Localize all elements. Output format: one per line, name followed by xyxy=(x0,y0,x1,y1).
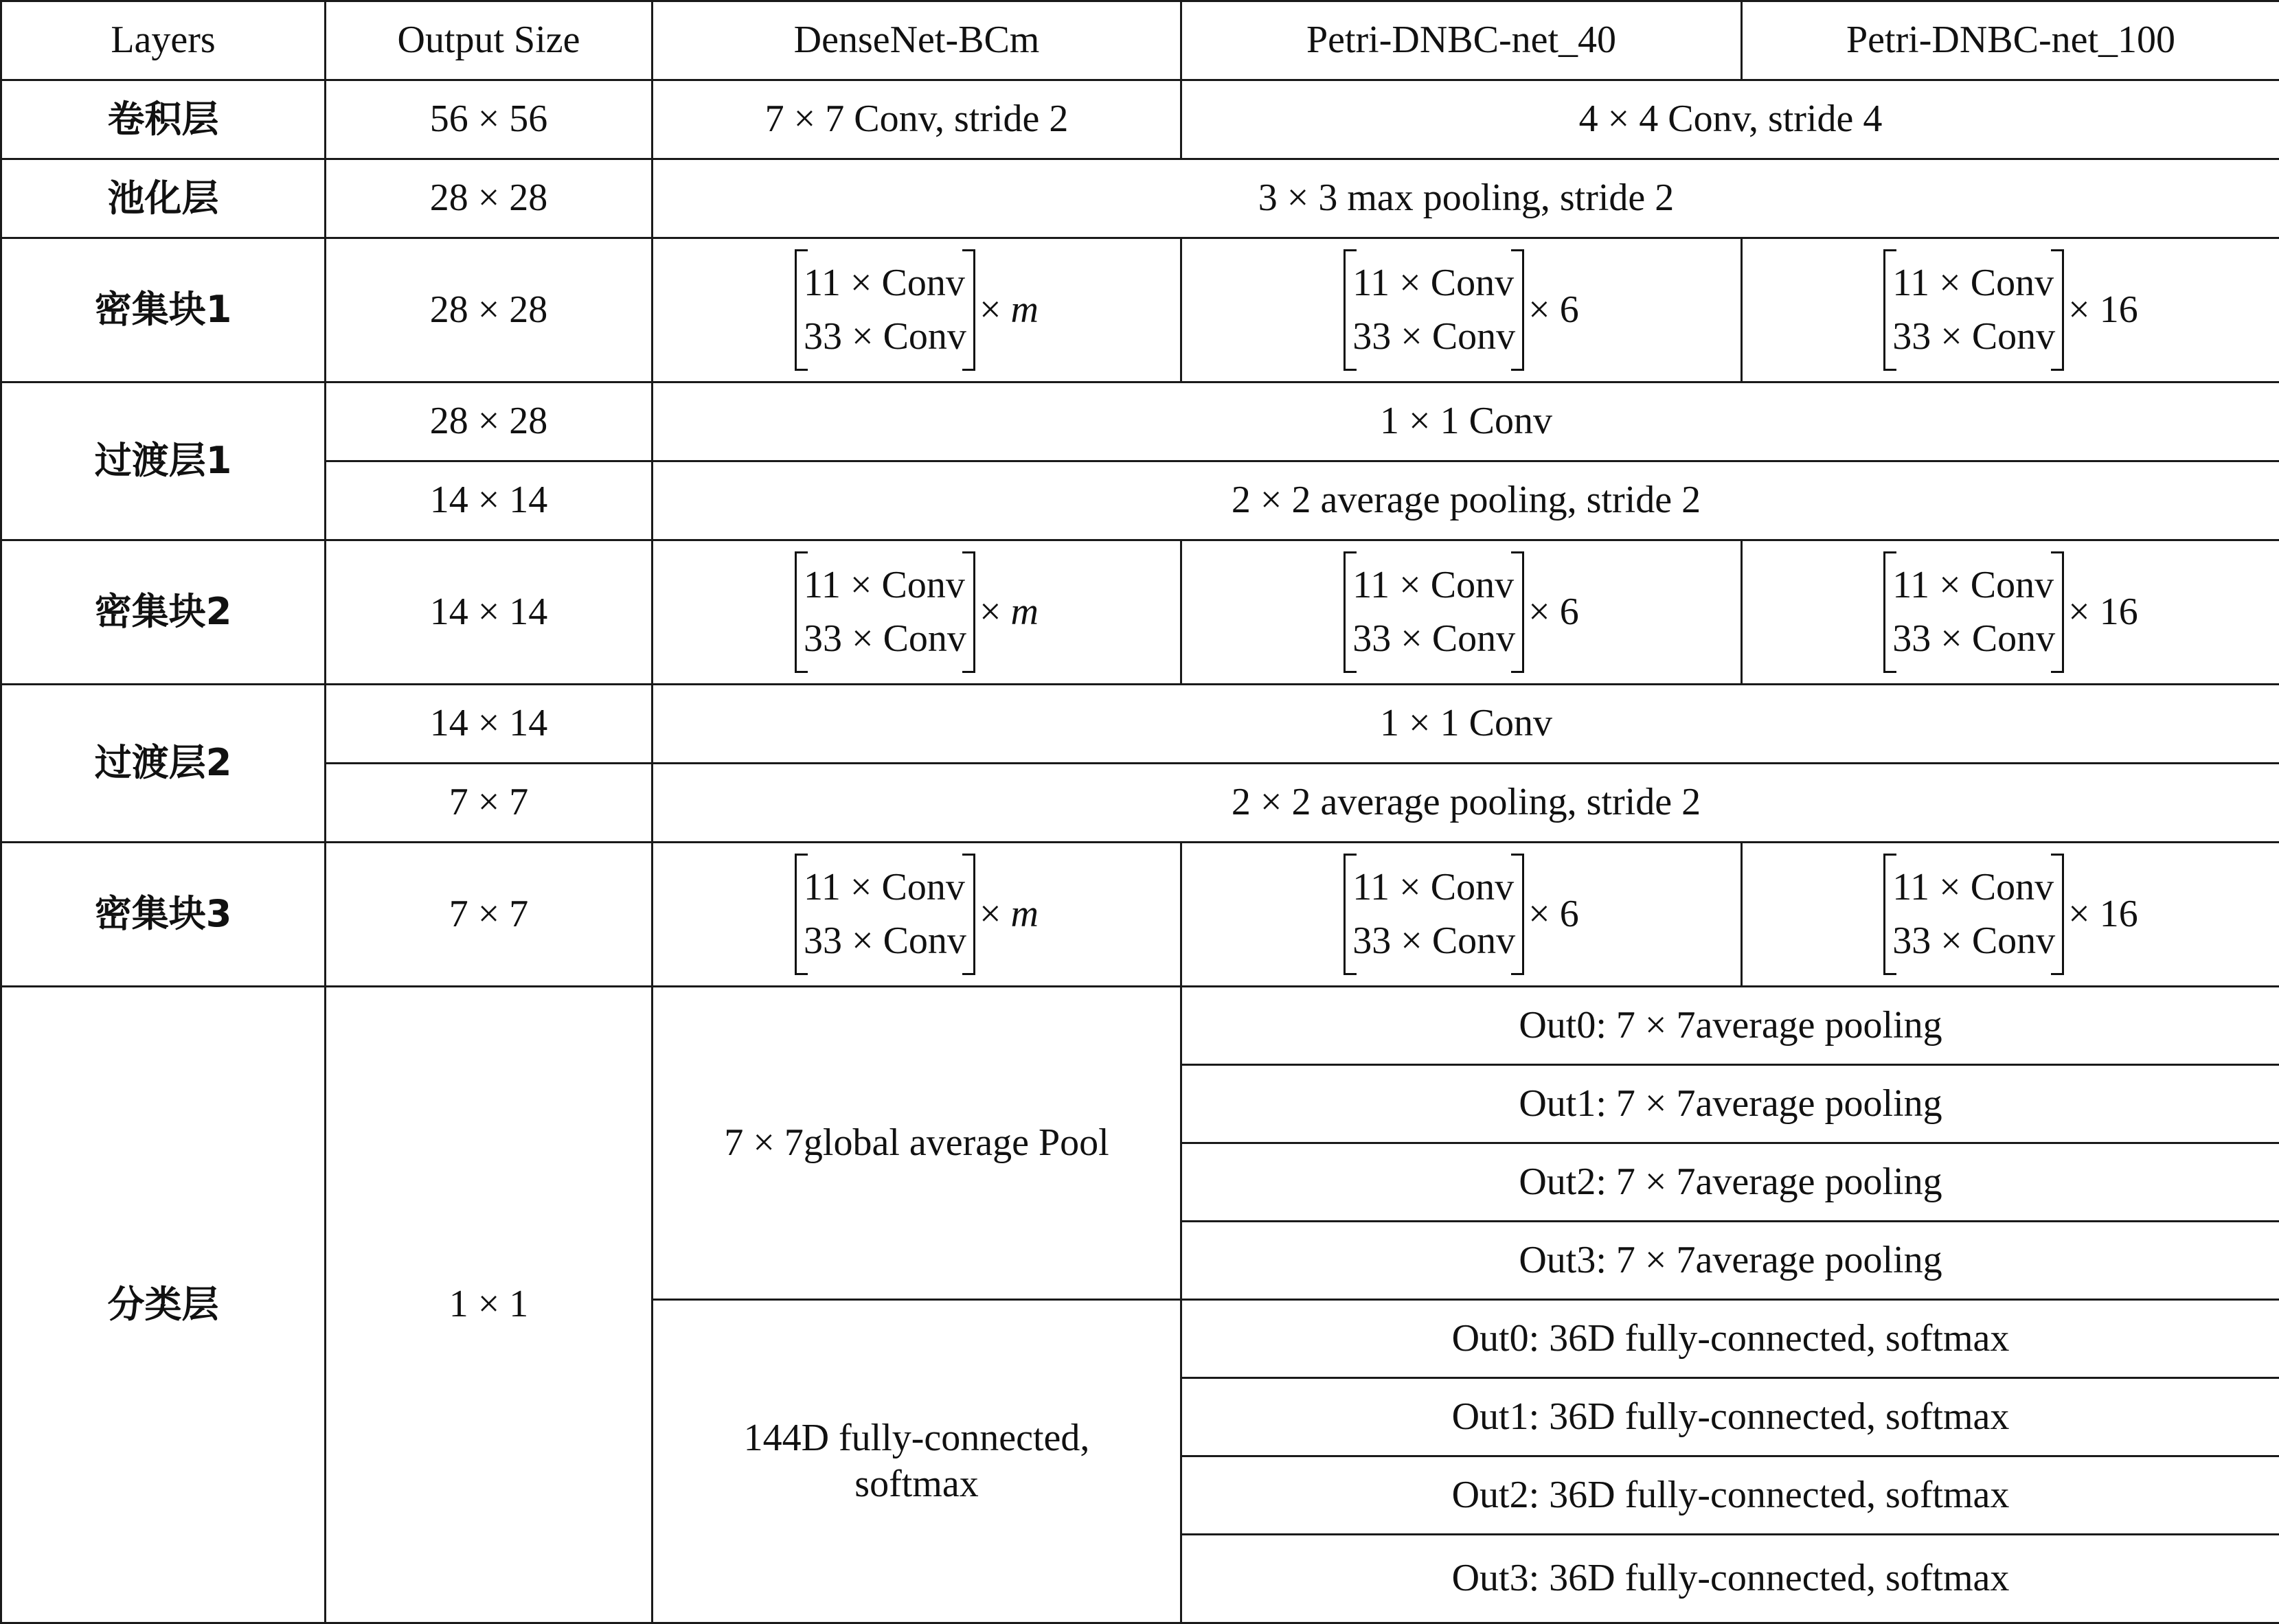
matrix-line-2: 33 × Conv xyxy=(1352,310,1515,363)
layer-name-conv: 卷积层 xyxy=(1,80,326,159)
transition-2-pool-cell: 2 × 2 average pooling, stride 2 xyxy=(653,764,2279,843)
densenet-dense-2-cell xyxy=(653,540,1181,685)
matrix-line-2: 33 × Conv xyxy=(804,915,966,968)
repeat-multiplier: × 16 xyxy=(2068,287,2138,333)
classify-row-1 xyxy=(1,987,2279,1065)
matrix-line-1: 11 × Conv xyxy=(1892,559,2055,612)
petri-100-dense-2-cell xyxy=(1742,540,2279,685)
matrix-bracket xyxy=(1883,551,2064,673)
layer-name-dense-2: 密集块2 xyxy=(1,540,326,685)
pool-cell: 3 × 3 max pooling, stride 2 xyxy=(653,159,2279,238)
repeat-multiplier: × 16 xyxy=(2068,589,2138,635)
matrix-line-1: 11 × Conv xyxy=(1352,559,1515,612)
output-size-transition-1b: 14 × 14 xyxy=(326,461,653,540)
bracket-matrix xyxy=(795,551,1039,673)
header-layers: Layers xyxy=(1,1,326,80)
bracket-matrix xyxy=(1343,249,1579,371)
out-pool-3: Out3: 7 × 7average pooling xyxy=(1181,1222,2279,1300)
transition-1-row-a xyxy=(1,382,2279,461)
matrix-line-1: 11 × Conv xyxy=(1352,861,1515,914)
matrix-bracket xyxy=(795,249,975,371)
matrix-bracket xyxy=(1343,249,1524,371)
pool-row xyxy=(1,159,2279,238)
matrix-line-2: 33 × Conv xyxy=(1892,613,2055,665)
transition-2-row-b xyxy=(1,764,2279,843)
output-size-classify: 1 × 1 xyxy=(326,987,653,1623)
matrix-line-2: 33 × Conv xyxy=(804,613,966,665)
bracket-matrix xyxy=(1883,551,2138,673)
matrix-bracket xyxy=(1883,854,2064,975)
petri-40-dense-3-cell xyxy=(1181,843,1742,987)
transition-1-conv-cell: 1 × 1 Conv xyxy=(653,382,2279,461)
matrix-line-2: 33 × Conv xyxy=(1892,915,2055,968)
repeat-multiplier: × m xyxy=(979,287,1039,333)
layer-name-dense-1: 密集块1 xyxy=(1,238,326,382)
layer-name-transition-1: 过渡层1 xyxy=(1,382,326,540)
repeat-multiplier: × m xyxy=(979,891,1039,937)
output-size-dense-3: 7 × 7 xyxy=(326,843,653,987)
matrix-line-2: 33 × Conv xyxy=(1352,613,1515,665)
petri-40-dense-1-cell xyxy=(1181,238,1742,382)
matrix-line-2: 33 × Conv xyxy=(804,310,966,363)
header-petri-40: Petri-DNBC-net_40 xyxy=(1181,1,1742,80)
bracket-matrix xyxy=(1883,249,2138,371)
bracket-matrix xyxy=(1343,854,1579,975)
matrix-bracket xyxy=(1883,249,2064,371)
transition-2-conv-cell: 1 × 1 Conv xyxy=(653,685,2279,764)
densenet-fc-line-1: 144D fully-connected, xyxy=(659,1415,1175,1461)
output-size-transition-2a: 14 × 14 xyxy=(326,685,653,764)
petri-100-dense-1-cell xyxy=(1742,238,2279,382)
out-pool-0: Out0: 7 × 7average pooling xyxy=(1181,987,2279,1065)
layer-name-pool: 池化层 xyxy=(1,159,326,238)
bracket-matrix xyxy=(795,854,1039,975)
dense-block-1-row xyxy=(1,238,2279,382)
output-size-transition-1a: 28 × 28 xyxy=(326,382,653,461)
densenet-dense-3-cell xyxy=(653,843,1181,987)
repeat-multiplier: × 6 xyxy=(1528,287,1579,333)
matrix-bracket xyxy=(1343,854,1524,975)
layer-name-classify: 分类层 xyxy=(1,987,326,1623)
output-size-transition-2b: 7 × 7 xyxy=(326,764,653,843)
densenet-conv-cell: 7 × 7 Conv, stride 2 xyxy=(653,80,1181,159)
out-pool-2: Out2: 7 × 7average pooling xyxy=(1181,1143,2279,1222)
output-size-conv: 56 × 56 xyxy=(326,80,653,159)
output-size-dense-1: 28 × 28 xyxy=(326,238,653,382)
matrix-bracket xyxy=(795,551,975,673)
petri-conv-cell: 4 × 4 Conv, stride 4 xyxy=(1181,80,2279,159)
petri-40-dense-2-cell xyxy=(1181,540,1742,685)
petri-100-dense-3-cell xyxy=(1742,843,2279,987)
out-fc-0: Out0: 36D fully-connected, softmax xyxy=(1181,1300,2279,1378)
bracket-matrix xyxy=(1883,854,2138,975)
out-fc-3: Out3: 36D fully-connected, softmax xyxy=(1181,1535,2279,1623)
matrix-line-2: 33 × Conv xyxy=(1352,915,1515,968)
header-densenet: DenseNet-BCm xyxy=(653,1,1181,80)
matrix-line-1: 11 × Conv xyxy=(1892,861,2055,914)
repeat-multiplier: × 16 xyxy=(2068,891,2138,937)
transition-1-pool-cell: 2 × 2 average pooling, stride 2 xyxy=(653,461,2279,540)
matrix-bracket xyxy=(1343,551,1524,673)
matrix-line-2: 33 × Conv xyxy=(1892,310,2055,363)
matrix-line-1: 11 × Conv xyxy=(804,257,966,310)
out-fc-1: Out1: 36D fully-connected, softmax xyxy=(1181,1378,2279,1456)
layer-name-transition-2: 过渡层2 xyxy=(1,685,326,843)
header-output-size: Output Size xyxy=(326,1,653,80)
repeat-multiplier: × 6 xyxy=(1528,589,1579,635)
header-row xyxy=(1,1,2279,80)
densenet-fc-line-2: softmax xyxy=(659,1461,1175,1507)
densenet-global-pool-cell: 7 × 7global average Pool xyxy=(653,987,1181,1300)
densenet-fc-cell xyxy=(653,1300,1181,1623)
repeat-multiplier: × m xyxy=(979,589,1039,635)
output-size-pool: 28 × 28 xyxy=(326,159,653,238)
dense-block-3-row xyxy=(1,843,2279,987)
matrix-line-1: 11 × Conv xyxy=(804,861,966,914)
out-fc-2: Out2: 36D fully-connected, softmax xyxy=(1181,1456,2279,1535)
header-petri-100: Petri-DNBC-net_100 xyxy=(1742,1,2279,80)
repeat-multiplier: × 6 xyxy=(1528,891,1579,937)
layer-name-dense-3: 密集块3 xyxy=(1,843,326,987)
matrix-line-1: 11 × Conv xyxy=(1352,257,1515,310)
matrix-bracket xyxy=(795,854,975,975)
bracket-matrix xyxy=(795,249,1039,371)
transition-2-row-a xyxy=(1,685,2279,764)
bracket-matrix xyxy=(1343,551,1579,673)
output-size-dense-2: 14 × 14 xyxy=(326,540,653,685)
matrix-line-1: 11 × Conv xyxy=(804,559,966,612)
dense-block-2-row xyxy=(1,540,2279,685)
conv-row xyxy=(1,80,2279,159)
matrix-line-1: 11 × Conv xyxy=(1892,257,2055,310)
transition-1-row-b xyxy=(1,461,2279,540)
out-pool-1: Out1: 7 × 7average pooling xyxy=(1181,1065,2279,1143)
densenet-dense-1-cell xyxy=(653,238,1181,382)
